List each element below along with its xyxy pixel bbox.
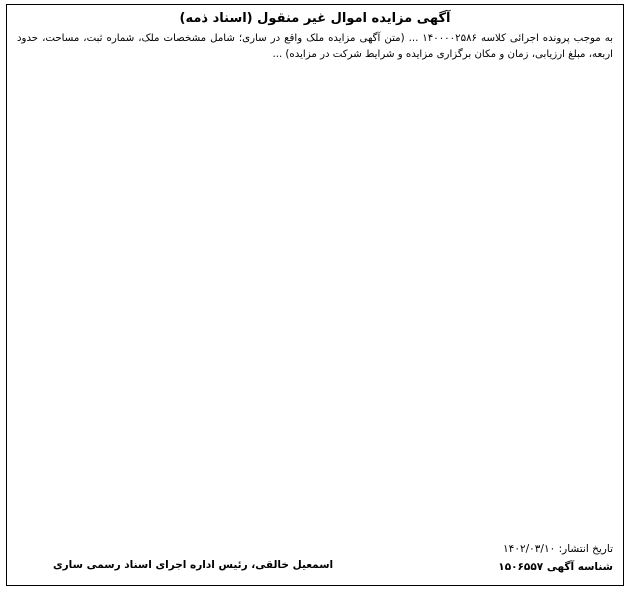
ad-number: شناسه آگهی ۱۵۰۶۵۵۷ <box>498 561 613 573</box>
announcement-footer <box>17 543 613 579</box>
announcement-title: آگهی مزایده اموال غیر منقول (اسناد ذمه) <box>179 11 451 26</box>
publish-date: تاریخ انتشار: ۱۴۰۲/۰۳/۱۰ <box>503 543 613 555</box>
announcement-frame <box>6 4 624 586</box>
signer-line: اسمعیل خالقی، رئیس اداره اجرای اسناد رسمی ساری <box>53 559 334 571</box>
announcement-body: به موجب پرونده اجرائی کلاسه ۱۴۰۰۰۰۲۵۸۶ ... (متن آگهی مزایده ملک واقع در ساری؛ شامل مشخصات ملک، شماره ثبت، مساحت، حدود اربعه، مبلغ ارزیابی، زمان و مکان برگزاری مزایده و شرایط شرکت در مزایده) ... <box>13 33 613 60</box>
